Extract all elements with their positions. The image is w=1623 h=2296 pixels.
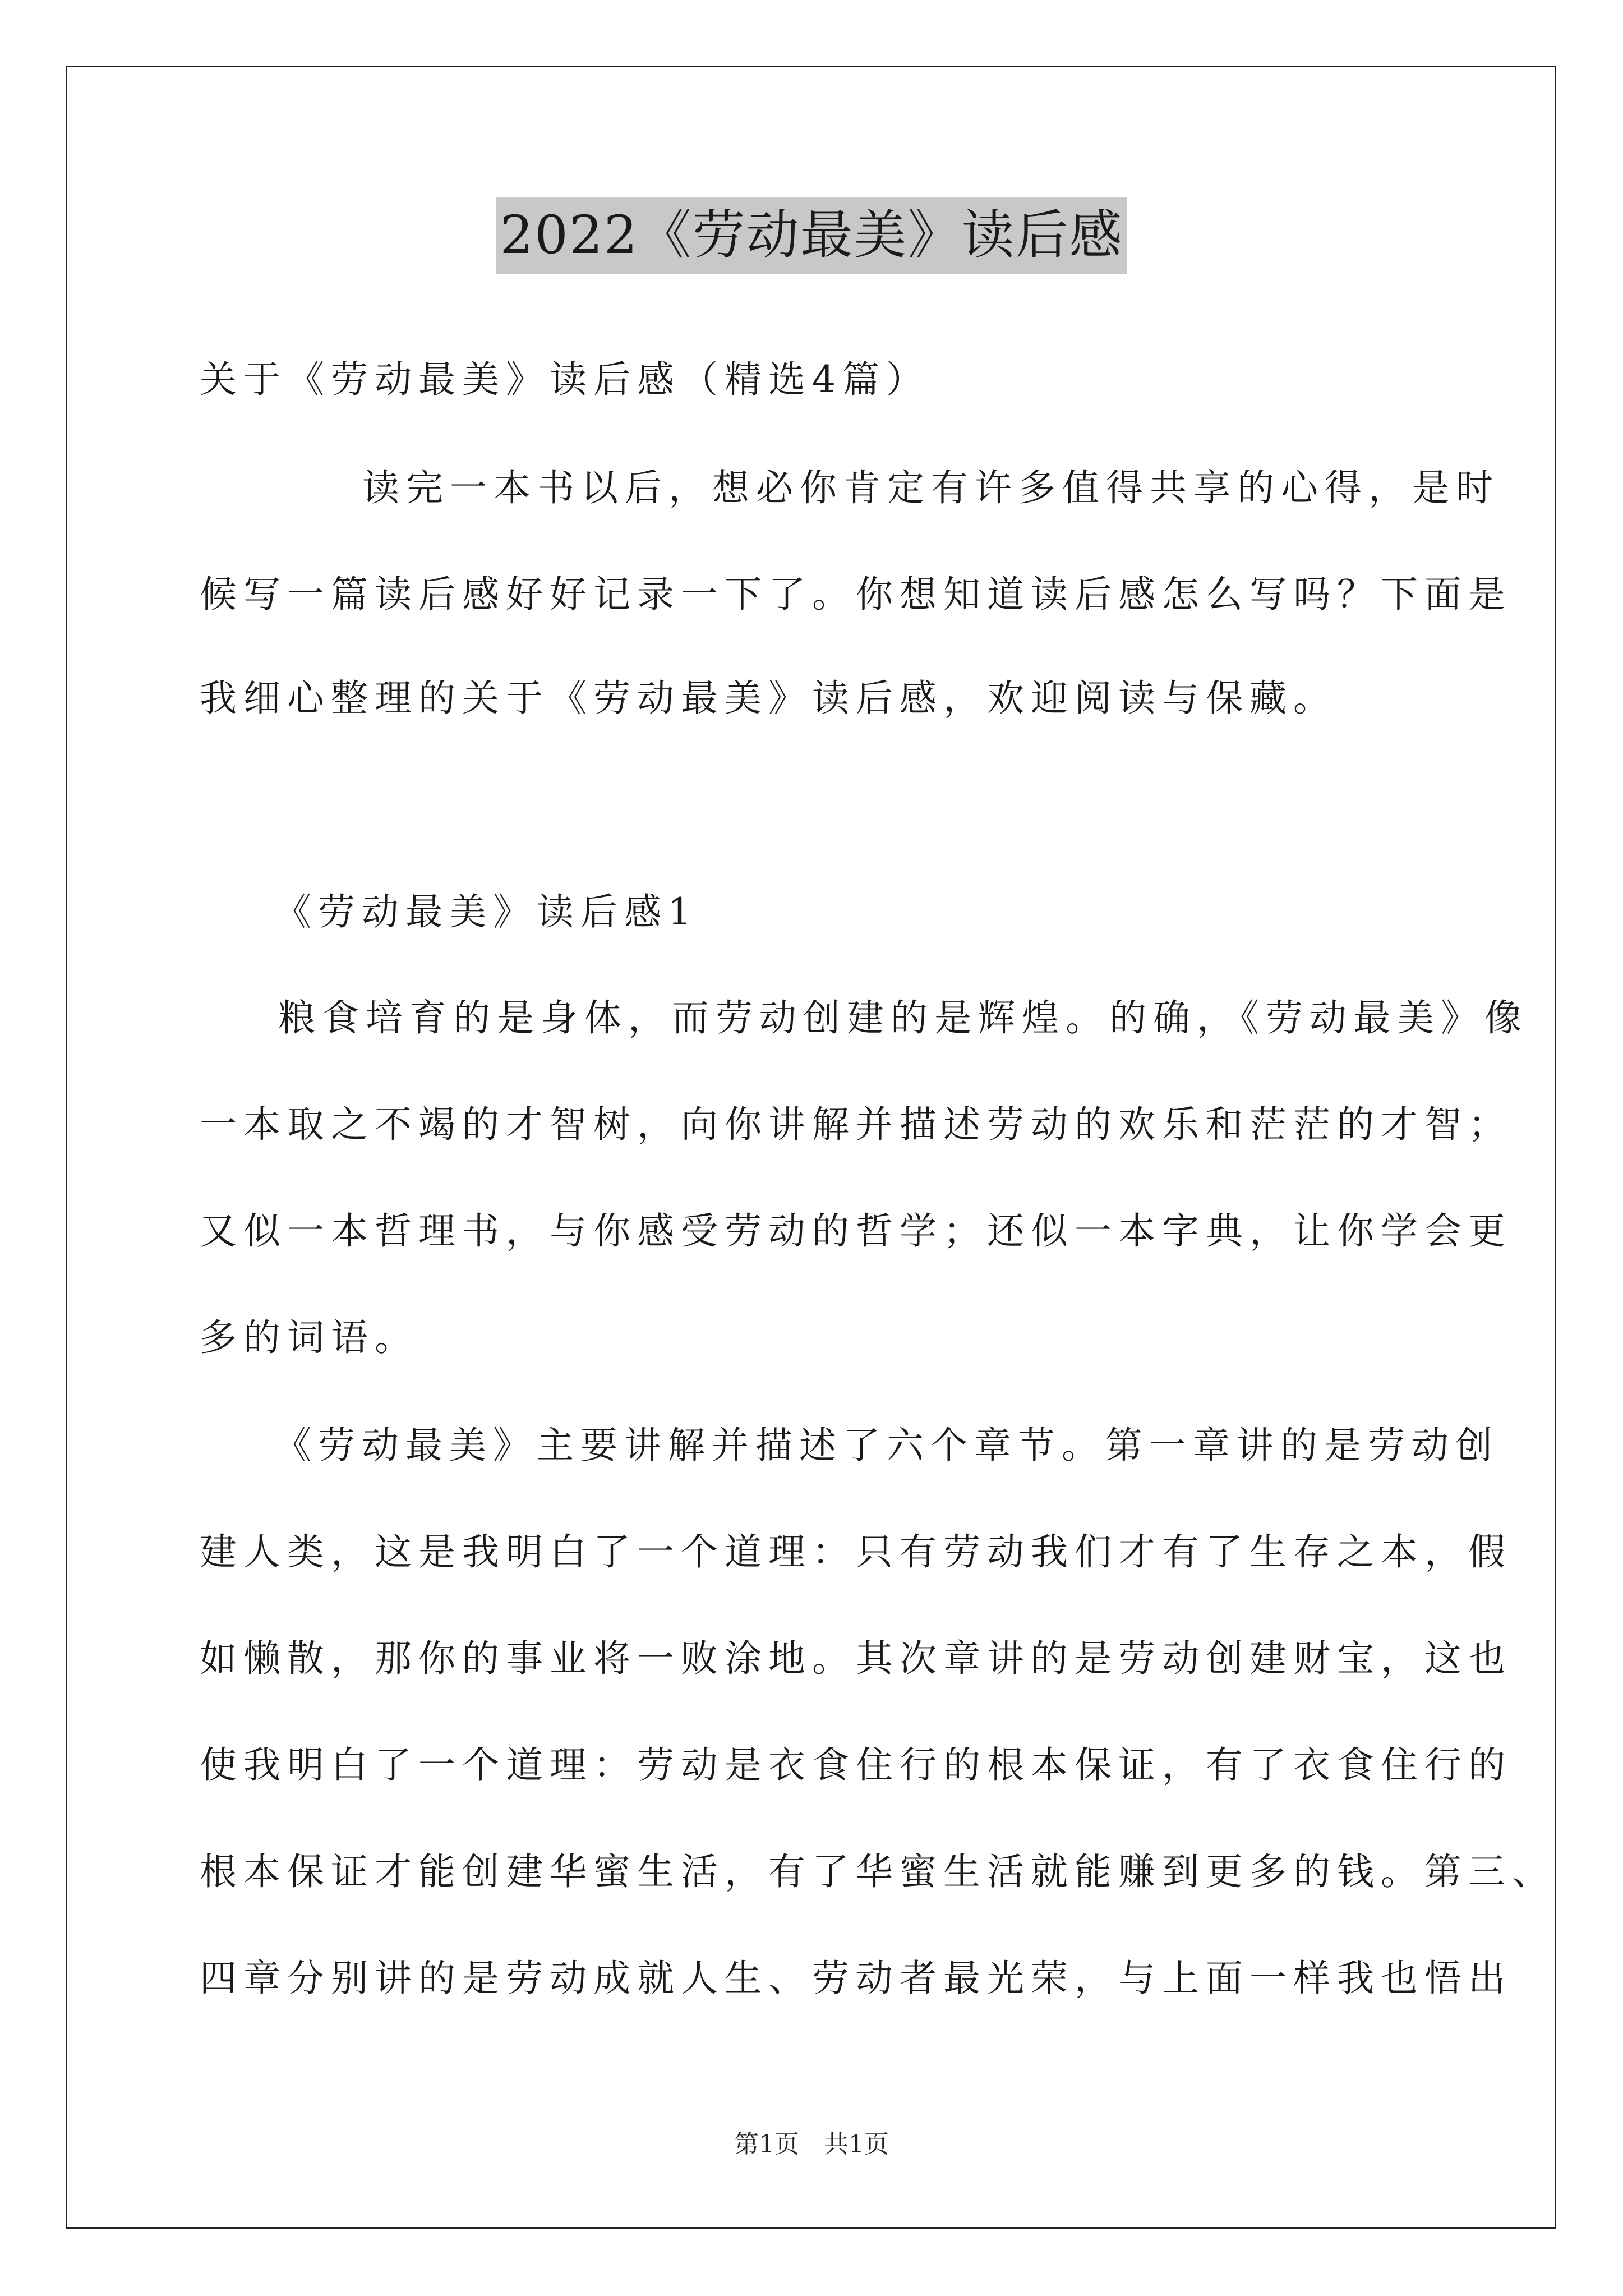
intro-line-3: 我细心整理的关于《劳动最美》读后感，欢迎阅读与保藏。: [200, 677, 1337, 720]
document-subtitle: 关于《劳动最美》读后感（精选4篇）: [200, 358, 930, 401]
intro-line-1: 读完一本书以后，想必你肯定有许多值得共享的心得，是时: [362, 466, 1500, 509]
section-heading: 《劳动最美》读后感1: [274, 890, 698, 933]
intro-line-2: 候写一篇读后感好好记录一下了。你想知道读后感怎么写吗？下面是: [200, 573, 1512, 616]
paragraph1-line-3: 又似一本哲理书，与你感受劳动的哲学；还似一本字典，让你学会更: [200, 1209, 1512, 1253]
title-container: [0, 197, 1623, 274]
paragraph2-line-2: 建人类，这是我明白了一个道理：只有劳动我们才有了生存之本，假: [200, 1530, 1512, 1573]
paragraph2-line-3: 如懒散，那你的事业将一败涂地。其次章讲的是劳动创建财宝，这也: [200, 1637, 1512, 1680]
page-footer: 第1页 共1页: [734, 2130, 889, 2159]
paragraph2-line-1: 《劳动最美》主要讲解并描述了六个章节。第一章讲的是劳动创: [274, 1424, 1499, 1467]
document-title: 2022《劳动最美》读后感: [496, 197, 1126, 274]
paragraph1-line-1: 粮食培育的是身体，而劳动创建的是辉煌。的确，《劳动最美》像: [278, 996, 1528, 1039]
paragraph1-line-4: 多的词语。: [200, 1316, 418, 1359]
paragraph1-line-2: 一本取之不竭的才智树，向你讲解并描述劳动的欢乐和茫茫的才智；: [200, 1103, 1512, 1146]
paragraph2-line-6: 四章分别讲的是劳动成就人生、劳动者最光荣，与上面一样我也悟出: [200, 1957, 1512, 2000]
paragraph2-line-5: 根本保证才能创建华蜜生活，有了华蜜生活就能赚到更多的钱。第三、: [200, 1850, 1556, 1893]
paragraph2-line-4: 使我明白了一个道理：劳动是衣食住行的根本保证，有了衣食住行的: [200, 1743, 1512, 1787]
